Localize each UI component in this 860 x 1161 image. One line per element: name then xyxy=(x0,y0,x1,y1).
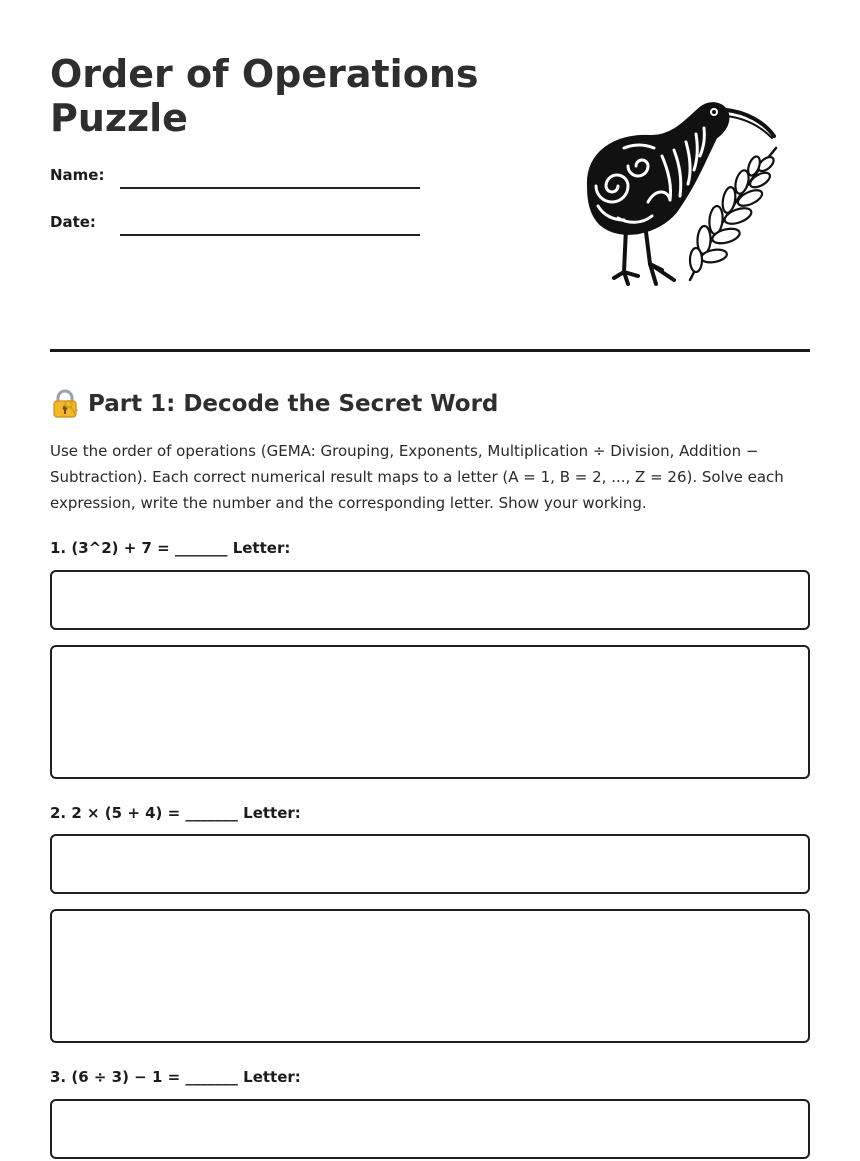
date-field[interactable] xyxy=(120,234,420,236)
instructions-text: Use the order of operations (GEMA: Grouping, Exponents, Multiplication ÷ Division, Addition − Subtraction). Each correct numerical result maps to a letter (A = 1, B = 2, ..., Z = 26). Solve each expression, write the number and the corresponding letter. Show your working. xyxy=(50,442,784,512)
working-box[interactable] xyxy=(50,645,810,779)
kiwi-bird-fern-icon xyxy=(578,94,788,290)
answer-box[interactable] xyxy=(50,570,810,630)
question-label: 1. (3^2) + 7 = _______ Letter: xyxy=(50,539,291,557)
question-label: 2. 2 × (5 + 4) = _______ Letter: xyxy=(50,804,301,822)
answer-box[interactable] xyxy=(50,834,810,894)
name-field[interactable] xyxy=(120,187,420,189)
page-title: Order of Operations Puzzle xyxy=(50,52,479,140)
lock-key-icon xyxy=(50,389,80,419)
header-divider xyxy=(50,349,810,352)
date-label: Date: xyxy=(50,213,96,231)
working-box[interactable] xyxy=(50,909,810,1043)
section-heading xyxy=(50,388,498,420)
question-label: 3. (6 ÷ 3) − 1 = _______ Letter: xyxy=(50,1068,301,1086)
answer-box[interactable] xyxy=(50,1099,810,1159)
name-label: Name: xyxy=(50,166,105,184)
section-heading-text: Part 1: Decode the Secret Word xyxy=(88,391,499,417)
